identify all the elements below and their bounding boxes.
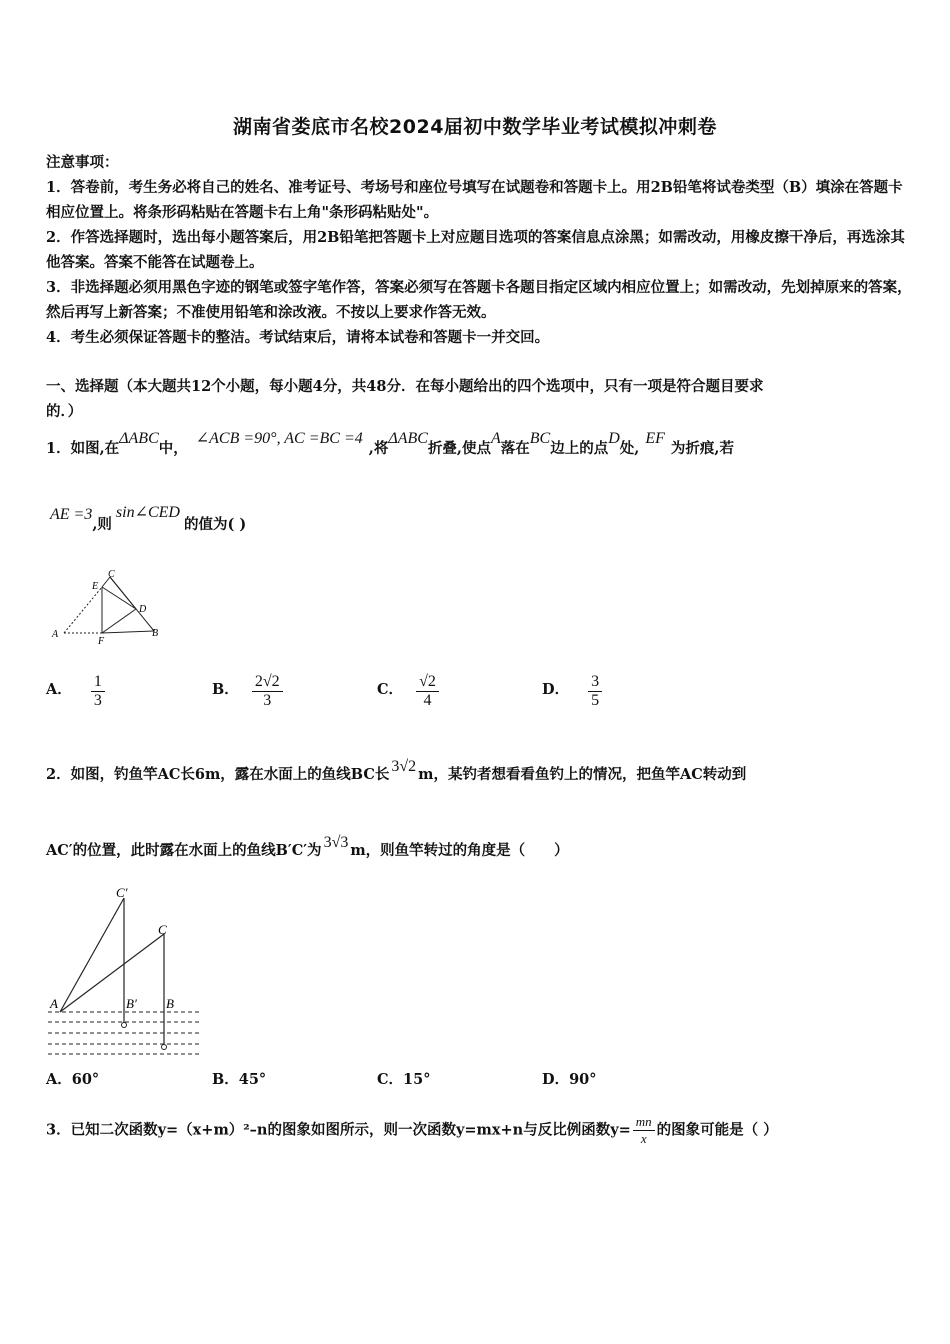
figure-label-b-prime: B′ bbox=[126, 996, 137, 1011]
q1-option-a[interactable]: A． $\frac{1}{3}$ bbox=[46, 673, 105, 710]
q1-option-d[interactable]: D． $\frac{3}{5}$ bbox=[542, 673, 602, 710]
q2-option-c[interactable]: C．15° bbox=[377, 1071, 431, 1088]
question-1-figure bbox=[46, 565, 176, 645]
figure-label-b: B bbox=[166, 996, 174, 1011]
figure-label-b: B bbox=[152, 628, 159, 639]
math-ae-equals: AE =3 bbox=[50, 506, 93, 523]
question-1-line2: AE =3,则sin∠CED的值为( ) bbox=[50, 504, 247, 533]
figure-label-c: C bbox=[158, 922, 167, 937]
q1-option-c[interactable]: C． $\frac{√2}{4}$ bbox=[377, 673, 439, 710]
question-2-line1: 2．如图，钓鱼竿AC长6m，露在水面上的鱼线BC长 3√2 m，某钓者想看看鱼钓上的情况，把鱼竿AC转动到 bbox=[46, 758, 747, 783]
notice-item-2: 2．作答选择题时，选出每小题答案后，用2B铅笔把答题卡上对应题目选项的答案信息点涂黑；如需改动，用橡皮擦干净后，再选涂其他答案。答案不能答在试题卷上。 bbox=[46, 229, 905, 271]
section-heading-line1: 一、选择题（本大题共12个小题，每小题4分，共48分．在每小题给出的四个选项中，只有一项是符合题目要求 bbox=[46, 378, 764, 395]
figure-label-f: F bbox=[98, 636, 105, 645]
notice-item-1: 1．答卷前，考生务必将自己的姓名、准考证号、考场号和座位号填写在试题卷和答题卡上。用2B铅笔将试卷类型（B）填涂在答题卡相应位置上。将条形码粘贴在答题卡右上角"条形码粘贴处"。 bbox=[46, 179, 903, 221]
figure-label-a: A bbox=[50, 996, 58, 1011]
question-3-line1: 3．已知二次函数y=（x+m）²–n的图象如图所示，则一次函数y=mx+n与反比例函数y= $\frac{mn}{x}$ 的图象可能是（ ） bbox=[46, 1114, 778, 1146]
question-2-line2: AC′的位置，此时露在水面上的鱼线B′C′为 3√3 m，则鱼竿转过的角度是（ ） bbox=[46, 834, 569, 859]
section-heading-line2: 的．） bbox=[46, 403, 83, 420]
math-point-d: D bbox=[608, 430, 620, 447]
q2-option-d[interactable]: D．90° bbox=[542, 1071, 597, 1088]
question-2-figure bbox=[46, 882, 206, 1060]
math-triangle-abc: ΔABC bbox=[119, 430, 159, 447]
math-fraction-mn-over-x: $\frac{mn}{x}$ bbox=[633, 1114, 655, 1147]
math-point-a: A bbox=[491, 430, 501, 447]
math-segment-ef: EF bbox=[645, 430, 665, 447]
notice-item-4: 4．考生必须保证答题卡的整洁。考试结束后，请将本试卷和答题卡一并交回。 bbox=[46, 329, 550, 346]
math-angle-condition: ∠ACB =90°, AC =BC =4 bbox=[195, 430, 363, 447]
page-title: 湖南省娄底市名校2024届初中数学毕业考试模拟冲刺卷 bbox=[233, 116, 717, 138]
figure-label-a: A bbox=[52, 629, 59, 640]
math-3-sqrt-3: 3√3 bbox=[323, 834, 349, 851]
q2-option-a[interactable]: A．60° bbox=[46, 1071, 100, 1088]
q2-option-b[interactable]: B．45° bbox=[212, 1071, 267, 1088]
notice-heading: 注意事项： bbox=[46, 154, 119, 171]
math-3-sqrt-2: 3√2 bbox=[391, 758, 417, 775]
figure-label-c-prime: C′ bbox=[116, 885, 128, 900]
math-sin-ced: sin∠CED bbox=[115, 504, 180, 521]
notice-item-3: 3．非选择题必须用黑色字迹的钢笔或签字笔作答，答案必须写在答题卡各题目指定区域内相应位置上；如需改动，先划掉原来的答案，然后再写上新答案；不准使用铅笔和涂改液。不按以上要求作答无效。 bbox=[46, 279, 912, 321]
notice-section bbox=[46, 150, 916, 350]
q1-option-b[interactable]: B． $\frac{2√2}{3}$ bbox=[212, 673, 283, 710]
figure-label-c: C bbox=[108, 569, 115, 580]
math-segment-bc: BC bbox=[529, 430, 551, 447]
math-triangle-abc-2: ΔABC bbox=[388, 430, 428, 447]
figure-label-e: E bbox=[92, 581, 99, 592]
figure-label-d: D bbox=[139, 604, 147, 615]
question-1-line1: 1．如图,在ΔABC中，∠ACB =90°, AC =BC =4,将ΔABC折叠,使点A落在BC边上的点D处,EF为折痕,若 bbox=[46, 430, 734, 457]
